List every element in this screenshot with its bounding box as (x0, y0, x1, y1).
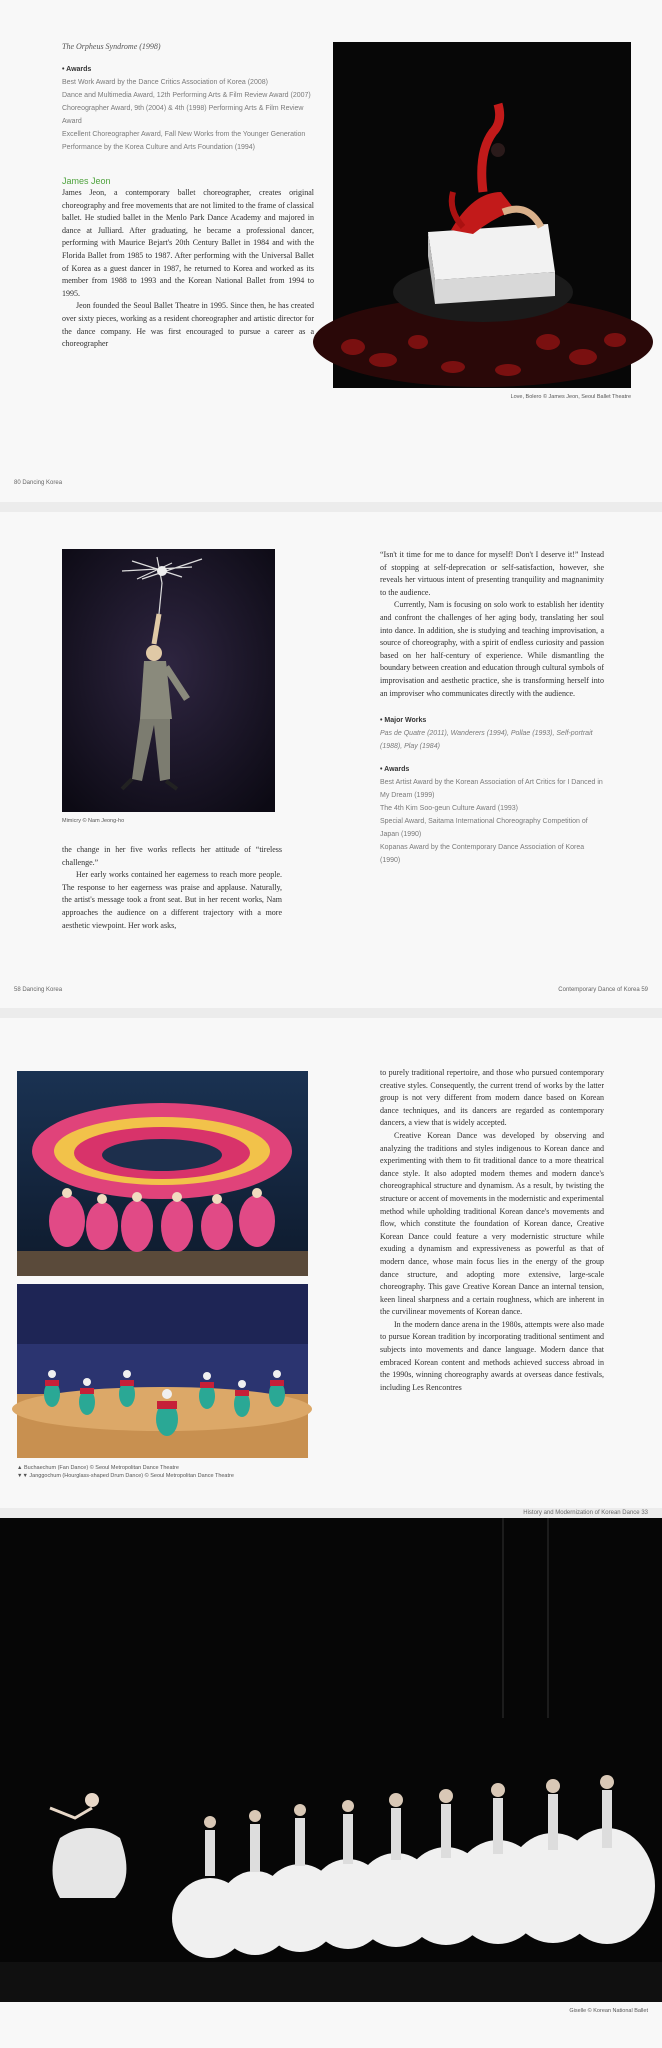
award-item: Best Artist Award by the Korean Association of Art Critics for I Danced in My Dream (1999) (380, 779, 603, 800)
caption-line: ▲ Buchaechum (Fan Dance) © Seoul Metropolitan Dance Theatre (17, 1465, 179, 1471)
photo-caption: Love, Bolero © James Jeon, Seoul Ballet Theatre (510, 394, 631, 400)
body-paragraph: Her early works contained her eagerness to reach more people. The response to her eagerness was praise and applause. Naturally, the artist's message took a front seat. But in her recent works, Nam approaches the audience on a different trajectory with a more aesthetic viewpoint. Her work asks, (62, 870, 282, 930)
folio: History and Modernization of Korean Dance 33 (523, 1510, 648, 1516)
awards-list (380, 776, 604, 867)
photo-caption (17, 1464, 317, 1480)
mimicry-photo (62, 549, 275, 812)
award-item: Kopanas Award by the Contemporary Dance Association of Korea (1990) (380, 844, 585, 865)
works-heading: • Major Works (380, 717, 427, 725)
page-2 (0, 512, 662, 1008)
award-item: Choreographer Award, 9th (2004) & 4th (1998) Performing Arts & Film Review Award (62, 105, 304, 125)
works-list: Pas de Quatre (2011), Wanderers (1994), Pollae (1993), Self-portrait (1988), Play (1984) (380, 730, 593, 751)
award-item: Dance and Multimedia Award, 12th Performing Arts & Film Review Award (2007) (62, 92, 311, 99)
award-item: Best Work Award by the Dance Critics Association of Korea (2008) (62, 79, 268, 86)
love-bolero-photo (333, 42, 631, 388)
awards-heading: • Awards (380, 766, 410, 774)
giselle-photo (0, 1518, 662, 2002)
page-4 (0, 1518, 662, 2048)
folio: 80 Dancing Korea (14, 480, 63, 486)
choreographer-name: James Jeon (62, 176, 111, 186)
awards-heading: • Awards (62, 66, 92, 73)
awards-list (62, 76, 314, 154)
body-paragraph: the change in her five works reflects her attitude of “tireless challenge.” (62, 845, 282, 867)
drum-dance-photo (17, 1284, 308, 1458)
work-title: The Orpheus Syndrome (1998) (62, 42, 161, 51)
body-paragraph: In the modern dance arena in the 1980s, attempts were also made to pursue Korean tradition by incorporating traditional sentiment and subjects into movements and dance language. Modern dance that embraced Korean content and methods achieved success abroad in the 1990s, winning choreography awards at overseas dance festivals, including Les Rencontres (380, 1319, 604, 1392)
page-1 (0, 0, 662, 502)
award-item: Excellent Choreographer Award, Fall New Works from the Younger Generation Performance by the Korea Culture and Arts Foundation (1994) (62, 131, 306, 151)
award-item: Special Award, Saitama International Choreography Competition of Japan (1990) (380, 818, 588, 839)
body-paragraph: Currently, Nam is focusing on solo work to establish her identity and confront the challenges of her aging body, translating her soul into dance. In addition, she is studying and teaching improvisation, a source of choreography, with a spirit of endless curiosity and passion based on her half-century of experience. While dismantling the boundary between creation and education through cultural symbols of improvisation and aesthetic practice, she is transforming herself into an improviser who communicates directly with the audience. (380, 600, 604, 698)
folio-right: Contemporary Dance of Korea 59 (558, 987, 648, 993)
page-3 (0, 1018, 662, 1516)
fan-dance-photo (17, 1071, 308, 1276)
bio-paragraph: James Jeon, a contemporary ballet choreographer, creates original choreography and free movements that are not limited to the frame of classical ballet. He studied ballet in the Menlo Park Dance Academy and majored in dance at Julliard. After graduating, he became a professional dancer, performing with Maurice Bejart's 20th Century Ballet in 1984 and with the Florida Ballet from 1985 to 1987. After performing with the Universal Ballet of Korea as a guest dancer in 1987, he returned to Korea and worked as its member from 1988 to 1993 and the Korean National Ballet from 1994 to 1995. (62, 188, 314, 298)
body-paragraph: to purely traditional repertoire, and those who pursued contemporary creative styles. Consequently, the current trend of works by the latter group is not very different from modern dance based on Korean dance techniques, and its dancers are regarded as contemporary dancers, a view that is widely accepted. (380, 1068, 604, 1128)
caption-line: ▼▼ Janggochum (Hourglass-shaped Drum Dance) © Seoul Metropolitan Dance Theatre (17, 1473, 234, 1479)
folio-left: 58 Dancing Korea (14, 987, 63, 993)
bio-paragraph: Jeon founded the Seoul Ballet Theatre in 1995. Since then, he has created over sixty pieces, working as a resident choreographer and artistic director for the dance company. He was first encouraged to pursue a career as a choreographer (62, 301, 314, 349)
photo-caption: Giselle © Korean National Ballet (569, 2008, 648, 2014)
body-paragraph: “Isn't it time for me to dance for myself! Don't I deserve it!” Instead of stopping at self-deprecation or self-satisfaction, however, she reveals her virtuous intent of presenting tranquility and magnanimity to the audience. (380, 550, 604, 597)
award-item: The 4th Kim Soo-geun Culture Award (1993) (380, 805, 519, 813)
body-paragraph: Creative Korean Dance was developed by observing and analyzing the traditions and styles indigenous to Korean dance and experimenting with them to fit traditional dance to a more theatrical dance style. It also adopted modern themes and modern dance's choreographical structure and dynamism. As a result, by twisting the structure or accent of movements in the modernistic and experimental method while upholding traditional Korean dance's movements and flow, which constitute the foundation of Korean dance, Creative Korean Dance could feature a very modernistic structure while exuding a dynamism and expressiveness as powerful as that of modern dance, whose main focus lies in the energy of the group dance structure, and adopting more extensive, large-scale choreography. This gave Creative Korean Dance an internal tension, keen lineal sharpness and a certain roughness, which are inherent in the curvilinear movements of Korean dance. (380, 1130, 604, 1317)
photo-caption: Mimicry © Nam Jeong-ho (62, 818, 125, 824)
